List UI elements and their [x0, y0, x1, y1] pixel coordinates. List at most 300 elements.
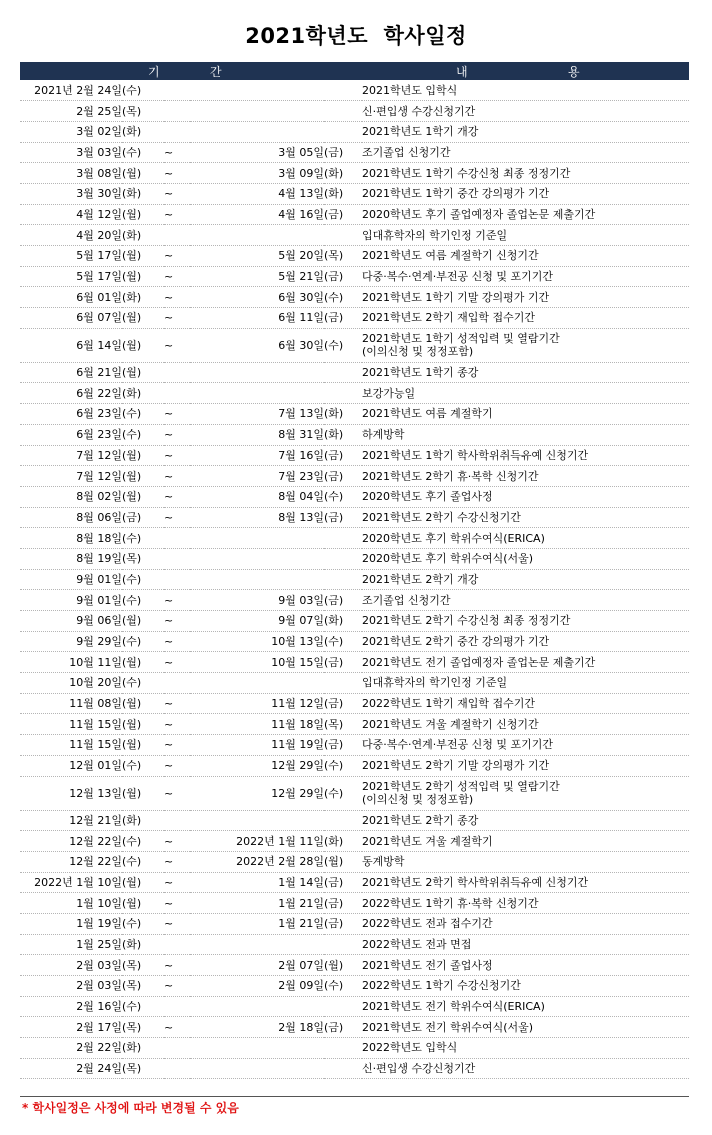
- end-date: [190, 362, 324, 383]
- range-tilde: ~: [164, 976, 190, 997]
- start-weekday: (수): [122, 590, 164, 611]
- start-date: 9월 01일: [20, 590, 122, 611]
- event-description: [362, 424, 689, 445]
- end-date: 11월 18일: [190, 714, 324, 735]
- end-date: [190, 225, 324, 246]
- event-description: [362, 714, 689, 735]
- end-weekday: [324, 101, 362, 122]
- range-tilde: ~: [164, 590, 190, 611]
- end-weekday: [324, 121, 362, 142]
- start-weekday: (목): [122, 1058, 164, 1079]
- table-row: [20, 548, 689, 569]
- event-description-line: 2022학년도 1학기 수강신청기간: [362, 979, 521, 993]
- start-weekday: (수): [122, 80, 164, 101]
- start-weekday: (월): [122, 735, 164, 756]
- table-header: [20, 62, 689, 80]
- end-date: 12월 29일: [190, 776, 324, 810]
- event-description-line: 2021학년도 1학기 중간 강의평가 기간: [362, 187, 550, 201]
- end-date: [190, 934, 324, 955]
- event-description: [362, 810, 689, 831]
- start-weekday: (월): [122, 466, 164, 487]
- end-weekday: [324, 383, 362, 404]
- end-weekday: (목): [324, 714, 362, 735]
- start-weekday: (월): [122, 693, 164, 714]
- footnote: * 학사일정은 사정에 따라 변경될 수 있음: [22, 1101, 239, 1115]
- start-date: 8월 02일: [20, 486, 122, 507]
- end-date: [190, 101, 324, 122]
- event-description-line: 2020학년도 후기 졸업사정: [362, 490, 493, 504]
- event-description-line: 2021학년도 2학기 학사학위취득유예 신청기간: [362, 875, 589, 889]
- end-weekday: (금): [324, 913, 362, 934]
- end-weekday: (수): [324, 486, 362, 507]
- range-tilde: [164, 121, 190, 142]
- start-date: 4월 20일: [20, 225, 122, 246]
- end-weekday: (금): [324, 590, 362, 611]
- start-date: 6월 23일: [20, 424, 122, 445]
- range-tilde: ~: [164, 872, 190, 893]
- start-weekday: (화): [122, 287, 164, 308]
- table-row: [20, 424, 689, 445]
- table-row: [20, 486, 689, 507]
- end-weekday: [324, 996, 362, 1017]
- end-date: 4월 13일: [190, 183, 324, 204]
- event-description-line: 2021학년도 2학기 기말 강의평가 기간: [362, 759, 550, 773]
- end-date: [190, 996, 324, 1017]
- end-date: [190, 528, 324, 549]
- table-row: [20, 831, 689, 852]
- end-date: [190, 121, 324, 142]
- schedule-table: [20, 80, 689, 1079]
- end-date: 1월 14일: [190, 872, 324, 893]
- table-row: [20, 383, 689, 404]
- end-date: 2022년 1월 11일: [190, 831, 324, 852]
- end-weekday: (수): [324, 776, 362, 810]
- start-date: 12월 13일: [20, 776, 122, 810]
- event-description: [362, 101, 689, 122]
- start-weekday: (수): [122, 851, 164, 872]
- range-tilde: ~: [164, 955, 190, 976]
- event-description: [362, 383, 689, 404]
- start-weekday: (월): [122, 611, 164, 632]
- event-description-line: 2022학년도 전과 면접: [362, 937, 472, 951]
- event-description: [362, 735, 689, 756]
- start-weekday: (금): [122, 507, 164, 528]
- range-tilde: ~: [164, 246, 190, 267]
- event-description-line: 2022학년도 전과 접수기간: [362, 917, 493, 931]
- end-date: 11월 19일: [190, 735, 324, 756]
- range-tilde: ~: [164, 308, 190, 329]
- event-description: [362, 466, 689, 487]
- end-weekday: (화): [324, 424, 362, 445]
- table-row: [20, 776, 689, 810]
- event-description: [362, 913, 689, 934]
- range-tilde: [164, 673, 190, 694]
- start-weekday: (월): [122, 714, 164, 735]
- table-row: [20, 246, 689, 267]
- table-row: [20, 569, 689, 590]
- event-description-line: 2021학년도 전기 졸업사정: [362, 958, 493, 972]
- range-tilde: ~: [164, 204, 190, 225]
- start-weekday: (월): [122, 776, 164, 810]
- range-tilde: [164, 362, 190, 383]
- start-date: 12월 21일: [20, 810, 122, 831]
- event-description-line: 동계방학: [362, 855, 405, 869]
- range-tilde: [164, 548, 190, 569]
- end-weekday: (수): [324, 328, 362, 362]
- start-weekday: (목): [122, 548, 164, 569]
- table-row: [20, 466, 689, 487]
- end-date: 10월 15일: [190, 652, 324, 673]
- event-description-line: 2021학년도 1학기 학사학위취득유예 신청기간: [362, 448, 589, 462]
- start-weekday: (수): [122, 673, 164, 694]
- event-description: [362, 776, 689, 810]
- event-description-line: 다중·복수·연계·부전공 신청 및 포기기간: [362, 738, 553, 752]
- event-description: [362, 590, 689, 611]
- start-weekday: (수): [122, 569, 164, 590]
- range-tilde: ~: [164, 445, 190, 466]
- event-description: [362, 204, 689, 225]
- start-date: 6월 22일: [20, 383, 122, 404]
- table-row: [20, 810, 689, 831]
- start-date: 6월 23일: [20, 404, 122, 425]
- start-date: 10월 20일: [20, 673, 122, 694]
- event-description: [362, 507, 689, 528]
- table-row: [20, 266, 689, 287]
- table-row: [20, 287, 689, 308]
- end-weekday: (금): [324, 693, 362, 714]
- table-row: [20, 913, 689, 934]
- event-description-line: 보강가능일: [362, 386, 416, 400]
- end-weekday: (화): [324, 611, 362, 632]
- event-description-line: 2021학년도 2학기 중간 강의평가 기간: [362, 635, 550, 649]
- event-description: [362, 225, 689, 246]
- start-weekday: (수): [122, 424, 164, 445]
- start-date: 1월 25일: [20, 934, 122, 955]
- end-date: 2월 18일: [190, 1017, 324, 1038]
- start-date: 2월 22일: [20, 1038, 122, 1059]
- range-tilde: ~: [164, 714, 190, 735]
- end-date: [190, 810, 324, 831]
- end-weekday: [324, 810, 362, 831]
- event-description: [362, 851, 689, 872]
- event-description: [362, 246, 689, 267]
- start-date: 2022년 1월 10일: [20, 872, 122, 893]
- start-weekday: (월): [122, 362, 164, 383]
- event-description-note: (이의신청 및 정정포함): [362, 345, 474, 359]
- table-row: [20, 714, 689, 735]
- start-date: 2월 17일: [20, 1017, 122, 1038]
- range-tilde: [164, 383, 190, 404]
- header-content-char-1: 내: [456, 65, 468, 79]
- start-weekday: (월): [122, 163, 164, 184]
- range-tilde: ~: [164, 652, 190, 673]
- page-title: 2021학년도 학사일정: [245, 24, 467, 48]
- event-description: [362, 328, 689, 362]
- end-weekday: (금): [324, 507, 362, 528]
- start-weekday: (수): [122, 996, 164, 1017]
- event-description: [362, 1058, 689, 1079]
- end-weekday: [324, 528, 362, 549]
- event-description: [362, 1017, 689, 1038]
- start-date: 10월 11일: [20, 652, 122, 673]
- range-tilde: ~: [164, 693, 190, 714]
- event-description-line: 2021학년도 1학기 성적입력 및 열람기간: [362, 332, 560, 346]
- table-row: [20, 735, 689, 756]
- end-date: [190, 1038, 324, 1059]
- event-description-line: 2021학년도 1학기 개강: [362, 125, 479, 139]
- event-description: [362, 976, 689, 997]
- table-row: [20, 590, 689, 611]
- end-weekday: [324, 569, 362, 590]
- start-weekday: (수): [122, 913, 164, 934]
- range-tilde: ~: [164, 776, 190, 810]
- start-date: 1월 19일: [20, 913, 122, 934]
- end-weekday: (목): [324, 246, 362, 267]
- start-date: 3월 02일: [20, 121, 122, 142]
- table-row: [20, 445, 689, 466]
- start-weekday: (화): [122, 934, 164, 955]
- event-description: [362, 1038, 689, 1059]
- end-weekday: (화): [324, 183, 362, 204]
- end-weekday: (화): [324, 163, 362, 184]
- start-date: 3월 03일: [20, 142, 122, 163]
- end-date: 8월 04일: [190, 486, 324, 507]
- start-weekday: (수): [122, 404, 164, 425]
- start-date: 7월 12일: [20, 445, 122, 466]
- end-weekday: (금): [324, 142, 362, 163]
- end-weekday: (화): [324, 404, 362, 425]
- end-date: 8월 31일: [190, 424, 324, 445]
- start-weekday: (목): [122, 955, 164, 976]
- event-description: [362, 996, 689, 1017]
- range-tilde: [164, 225, 190, 246]
- event-description-line: 2021학년도 2학기 수강신청 최종 정정기간: [362, 614, 571, 628]
- end-weekday: [324, 1038, 362, 1059]
- event-description-note: (이의신청 및 정정포함): [362, 793, 474, 806]
- start-date: 6월 07일: [20, 308, 122, 329]
- event-description: [362, 183, 689, 204]
- start-date: 5월 17일: [20, 246, 122, 267]
- range-tilde: [164, 996, 190, 1017]
- end-date: 3월 09일: [190, 163, 324, 184]
- range-tilde: [164, 1038, 190, 1059]
- end-date: [190, 569, 324, 590]
- end-weekday: (수): [324, 287, 362, 308]
- table-row: [20, 204, 689, 225]
- end-weekday: (금): [324, 266, 362, 287]
- event-description-line: 2021학년도 여름 계절학기: [362, 407, 493, 421]
- end-weekday: (수): [324, 631, 362, 652]
- end-date: 9월 07일: [190, 611, 324, 632]
- start-date: 12월 22일: [20, 851, 122, 872]
- end-date: 6월 30일: [190, 287, 324, 308]
- start-date: 2월 16일: [20, 996, 122, 1017]
- end-date: [190, 80, 324, 101]
- start-date: 8월 18일: [20, 528, 122, 549]
- start-date: 12월 01일: [20, 755, 122, 776]
- table-row: [20, 1017, 689, 1038]
- table-row: [20, 652, 689, 673]
- start-date: 5월 17일: [20, 266, 122, 287]
- table-row: [20, 673, 689, 694]
- event-description: [362, 287, 689, 308]
- start-weekday: (화): [122, 810, 164, 831]
- event-description: [362, 163, 689, 184]
- start-date: 1월 10일: [20, 893, 122, 914]
- start-weekday: (월): [122, 266, 164, 287]
- start-weekday: (수): [122, 528, 164, 549]
- start-weekday: (월): [122, 204, 164, 225]
- event-description: [362, 569, 689, 590]
- end-date: 2월 07일: [190, 955, 324, 976]
- start-date: 8월 06일: [20, 507, 122, 528]
- range-tilde: ~: [164, 851, 190, 872]
- header-period-char-1: 기: [148, 65, 160, 79]
- start-date: 12월 22일: [20, 831, 122, 852]
- header-period-char-2: 간: [210, 65, 222, 79]
- event-description-line: 2021학년도 2학기 수강신청기간: [362, 510, 521, 524]
- event-description-line: 2020학년도 후기 학위수여식(ERICA): [362, 531, 545, 545]
- event-description: [362, 404, 689, 425]
- event-description-line: 2021학년도 2학기 종강: [362, 813, 479, 827]
- end-date: 7월 23일: [190, 466, 324, 487]
- start-date: 11월 15일: [20, 735, 122, 756]
- table-row: [20, 851, 689, 872]
- end-weekday: (금): [324, 445, 362, 466]
- end-date: 4월 16일: [190, 204, 324, 225]
- range-tilde: [164, 528, 190, 549]
- table-row: [20, 101, 689, 122]
- start-date: 2월 03일: [20, 976, 122, 997]
- end-weekday: (금): [324, 1017, 362, 1038]
- start-date: 9월 06일: [20, 611, 122, 632]
- event-description-line: 2021학년도 2학기 개강: [362, 572, 479, 586]
- table-row: [20, 631, 689, 652]
- start-weekday: (월): [122, 445, 164, 466]
- range-tilde: ~: [164, 163, 190, 184]
- start-date: 4월 12일: [20, 204, 122, 225]
- event-description-line: 2021학년도 2학기 재입학 접수기간: [362, 311, 535, 325]
- range-tilde: [164, 80, 190, 101]
- start-weekday: (월): [122, 652, 164, 673]
- end-date: 6월 11일: [190, 308, 324, 329]
- start-date: 3월 30일: [20, 183, 122, 204]
- start-weekday: (수): [122, 631, 164, 652]
- start-weekday: (월): [122, 893, 164, 914]
- event-description: [362, 755, 689, 776]
- range-tilde: [164, 810, 190, 831]
- end-date: 2월 09일: [190, 976, 324, 997]
- end-date: 2022년 2월 28일: [190, 851, 324, 872]
- event-description: [362, 611, 689, 632]
- table-row: [20, 872, 689, 893]
- table-row: [20, 755, 689, 776]
- end-weekday: [324, 80, 362, 101]
- end-weekday: (금): [324, 204, 362, 225]
- table-row: [20, 404, 689, 425]
- header-content-char-2: 용: [568, 65, 580, 79]
- range-tilde: ~: [164, 183, 190, 204]
- end-date: 8월 13일: [190, 507, 324, 528]
- table-row: [20, 225, 689, 246]
- end-weekday: (수): [324, 755, 362, 776]
- start-date: 11월 08일: [20, 693, 122, 714]
- end-date: 11월 12일: [190, 693, 324, 714]
- event-description-line: 조기졸업 신청기간: [362, 593, 451, 607]
- range-tilde: ~: [164, 486, 190, 507]
- range-tilde: [164, 101, 190, 122]
- event-description: [362, 934, 689, 955]
- start-date: 2월 24일: [20, 1058, 122, 1079]
- start-date: 6월 01일: [20, 287, 122, 308]
- event-description-line: 하계방학: [362, 428, 405, 442]
- event-description: [362, 266, 689, 287]
- event-description: [362, 445, 689, 466]
- start-weekday: (수): [122, 755, 164, 776]
- range-tilde: ~: [164, 755, 190, 776]
- start-date: 9월 29일: [20, 631, 122, 652]
- event-description-line: 2021학년도 1학기 기말 강의평가 기간: [362, 290, 550, 304]
- event-description-line: 2021학년도 1학기 수강신청 최종 정정기간: [362, 166, 571, 180]
- start-date: 3월 08일: [20, 163, 122, 184]
- event-description-line: 다중·복수·연계·부전공 신청 및 포기기간: [362, 270, 553, 284]
- table-bottom-rule: [20, 1096, 689, 1097]
- range-tilde: ~: [164, 466, 190, 487]
- event-description: [362, 631, 689, 652]
- table-row: [20, 121, 689, 142]
- event-description-line: 2021학년도 1학기 종강: [362, 366, 479, 380]
- event-description-line: 입대휴학자의 학기인정 기준일: [362, 228, 508, 242]
- range-tilde: ~: [164, 507, 190, 528]
- end-weekday: (월): [324, 955, 362, 976]
- range-tilde: ~: [164, 913, 190, 934]
- end-weekday: (금): [324, 893, 362, 914]
- event-description-line: 2021학년도 전기 학위수여식(서울): [362, 1020, 534, 1034]
- end-date: 1월 21일: [190, 893, 324, 914]
- table-row: [20, 955, 689, 976]
- event-description: [362, 831, 689, 852]
- start-date: 7월 12일: [20, 466, 122, 487]
- end-weekday: (금): [324, 308, 362, 329]
- end-weekday: [324, 1058, 362, 1079]
- table-row: [20, 163, 689, 184]
- end-weekday: (수): [324, 976, 362, 997]
- table-row: [20, 362, 689, 383]
- end-weekday: (금): [324, 735, 362, 756]
- event-description-line: 2021학년도 겨울 계절학기: [362, 834, 493, 848]
- table-row: [20, 142, 689, 163]
- event-description: [362, 872, 689, 893]
- range-tilde: ~: [164, 424, 190, 445]
- event-description-line: 2022학년도 1학기 휴·복학 신청기간: [362, 896, 539, 910]
- event-description-line: 2021학년도 전기 학위수여식(ERICA): [362, 1000, 545, 1014]
- end-date: 7월 13일: [190, 404, 324, 425]
- table-row: [20, 528, 689, 549]
- end-date: [190, 673, 324, 694]
- start-date: 2월 03일: [20, 955, 122, 976]
- event-description: [362, 486, 689, 507]
- schedule-body: [20, 80, 689, 1079]
- table-row: [20, 996, 689, 1017]
- start-date: 2월 25일: [20, 101, 122, 122]
- event-description-line: 2022학년도 입학식: [362, 1041, 458, 1055]
- end-date: 1월 21일: [190, 913, 324, 934]
- range-tilde: ~: [164, 611, 190, 632]
- table-row: [20, 1038, 689, 1059]
- start-date: 11월 15일: [20, 714, 122, 735]
- event-description-line: 2021학년도 여름 계절학기 신청기간: [362, 249, 539, 263]
- event-description-line: 2020학년도 후기 학위수여식(서울): [362, 552, 534, 566]
